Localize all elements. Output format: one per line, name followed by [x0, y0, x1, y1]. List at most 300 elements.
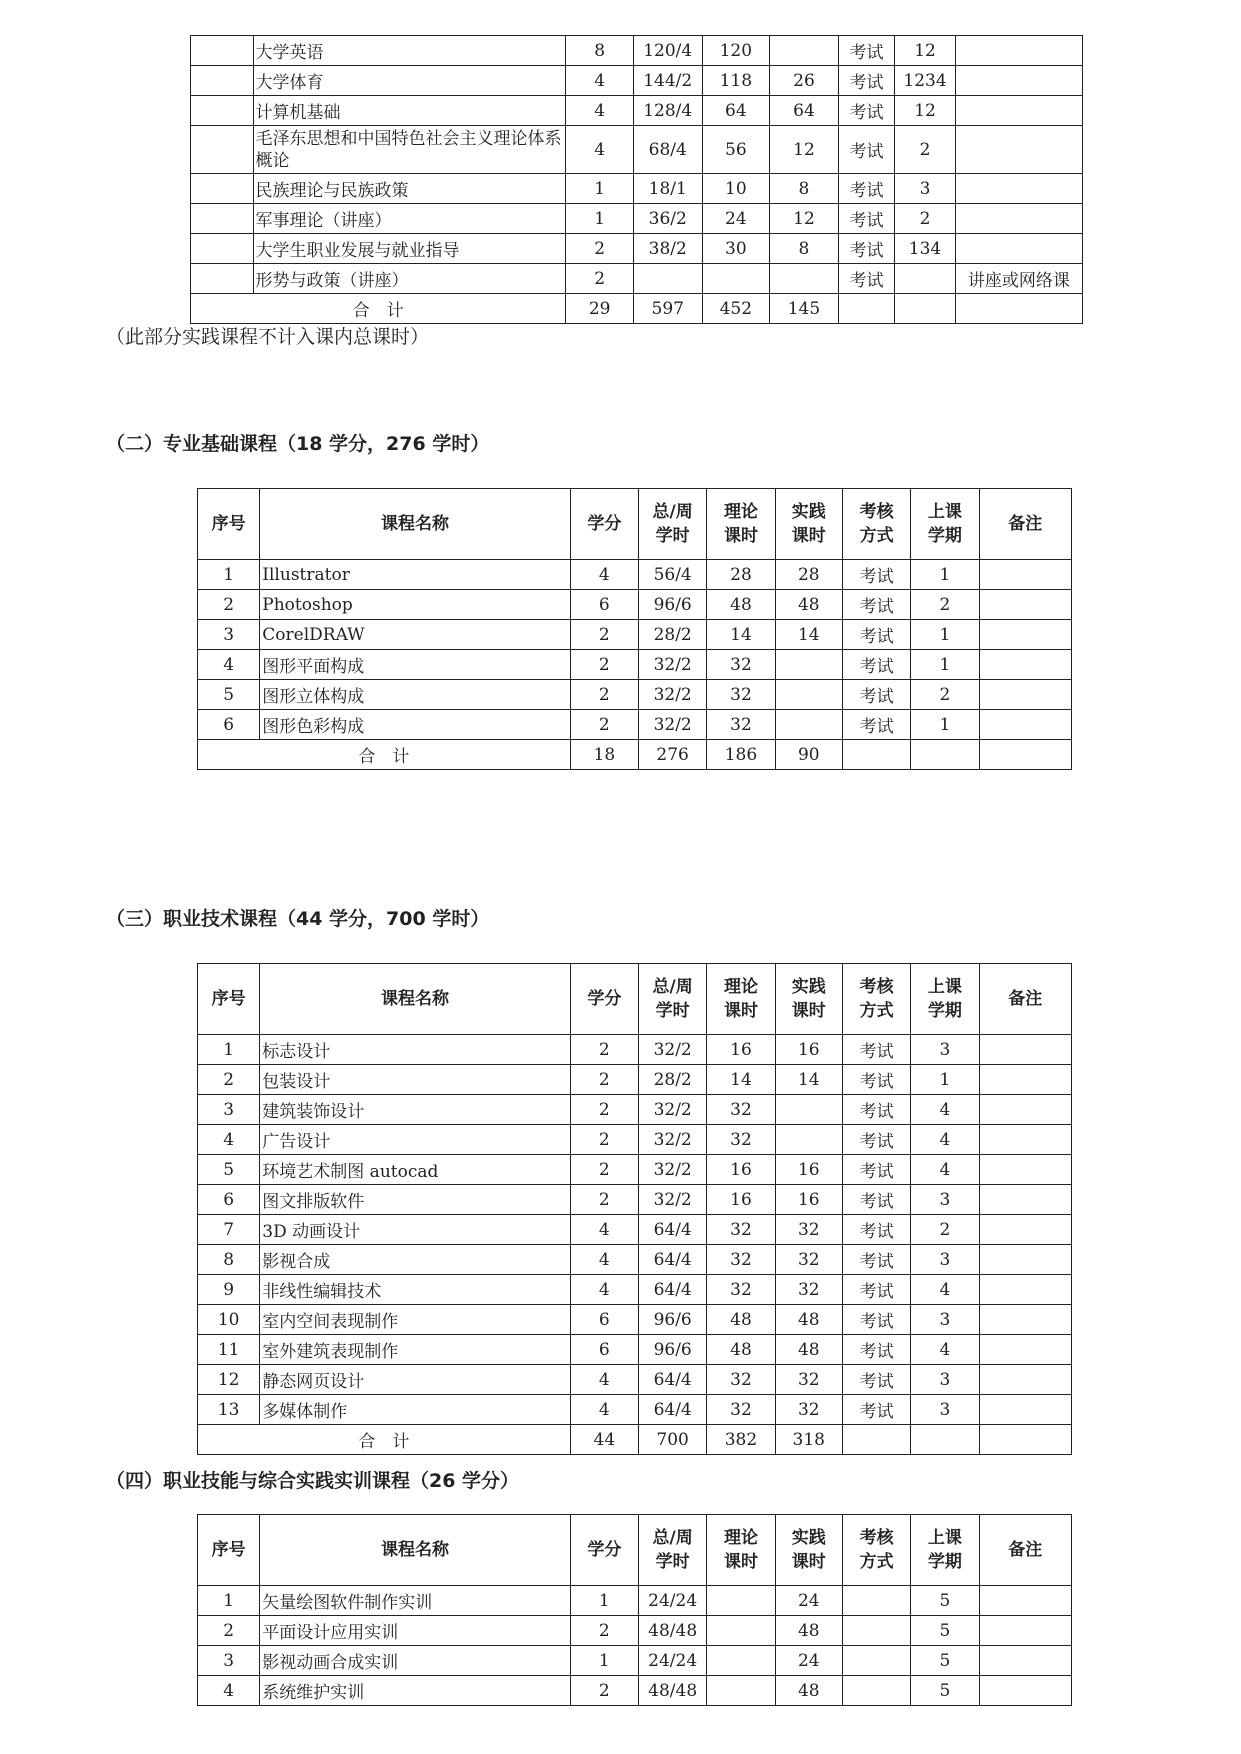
cell-credit: 2 — [570, 1125, 638, 1155]
cell-note — [979, 1125, 1071, 1155]
cell-theory: 120 — [702, 36, 770, 66]
cell-theory: 32 — [707, 710, 775, 740]
cell-total: 32/2 — [639, 650, 707, 680]
cell-total: 18/1 — [633, 174, 702, 204]
cell-term: 1 — [911, 650, 979, 680]
cell-note — [979, 1095, 1071, 1125]
cell-practice: 48 — [775, 590, 842, 620]
header-no: 序号 — [198, 964, 260, 1035]
cell-term — [895, 264, 956, 294]
cell-note: 讲座或网络课 — [955, 264, 1082, 294]
header-name: 课程名称 — [260, 1515, 570, 1586]
cell-credit: 2 — [570, 1035, 638, 1065]
cell-note — [979, 680, 1071, 710]
cell-assess: 考试 — [842, 1215, 910, 1245]
cell-credit: 2 — [566, 234, 634, 264]
cell-total: 36/2 — [633, 204, 702, 234]
header-term: 上课 学期 — [911, 964, 979, 1035]
header-practice: 实践 课时 — [775, 489, 842, 560]
practice-note: （此部分实践课程不计入课内总课时） — [106, 326, 430, 348]
cell-practice: 8 — [770, 174, 839, 204]
cell-name: 图形立体构成 — [260, 680, 570, 710]
total-empty-cell — [838, 294, 895, 324]
cell-term: 4 — [911, 1335, 979, 1365]
cell-term: 3 — [911, 1395, 979, 1425]
cell-theory — [707, 1676, 775, 1706]
header-no: 序号 — [198, 1515, 260, 1586]
cell-practice: 12 — [770, 126, 839, 174]
total-total: 700 — [639, 1425, 707, 1455]
section-4-rows — [198, 1586, 1072, 1706]
cell-practice: 8 — [770, 234, 839, 264]
cell-name: 军事理论（讲座） — [253, 204, 566, 234]
cell-credit: 4 — [570, 1275, 638, 1305]
cell-total: 32/2 — [639, 710, 707, 740]
cell-practice: 14 — [775, 1065, 842, 1095]
cell-practice — [770, 36, 839, 66]
cell-assess: 考试 — [842, 1185, 910, 1215]
table-row — [198, 650, 1072, 680]
cell-note — [955, 204, 1082, 234]
cell-theory: 16 — [707, 1155, 775, 1185]
total-credit: 18 — [570, 740, 638, 770]
cell-total: 64/4 — [639, 1275, 707, 1305]
total-empty-cell — [895, 294, 956, 324]
cell-total: 28/2 — [639, 620, 707, 650]
table-row — [198, 1305, 1072, 1335]
cell-practice: 16 — [775, 1185, 842, 1215]
cell-name: 影视动画合成实训 — [260, 1646, 570, 1676]
cell-total: 32/2 — [639, 1125, 707, 1155]
section-2-header — [198, 489, 1072, 560]
cell-note — [955, 36, 1082, 66]
table-row — [191, 96, 1083, 126]
section-2-title: （二）专业基础课程（18 学分，276 学时） — [106, 433, 490, 455]
cell-practice: 12 — [770, 204, 839, 234]
total-label: 合 计 — [198, 1425, 571, 1455]
public-course-table — [190, 35, 1083, 324]
cell-credit: 4 — [566, 126, 634, 174]
section-3-table — [197, 963, 1072, 1455]
table-row — [198, 1335, 1072, 1365]
cell-credit: 1 — [570, 1646, 638, 1676]
cell-theory: 32 — [707, 1245, 775, 1275]
cell-theory: 48 — [707, 1335, 775, 1365]
cell-theory: 32 — [707, 1125, 775, 1155]
cell-no — [191, 66, 254, 96]
table-row — [198, 1095, 1072, 1125]
cell-theory: 32 — [707, 1215, 775, 1245]
total-total: 597 — [633, 294, 702, 324]
cell-term: 5 — [911, 1616, 979, 1646]
table-row — [198, 1586, 1072, 1616]
cell-credit: 2 — [570, 1095, 638, 1125]
table-row — [198, 620, 1072, 650]
total-total: 276 — [639, 740, 707, 770]
cell-total: 120/4 — [633, 36, 702, 66]
table-row — [198, 590, 1072, 620]
cell-term: 4 — [911, 1155, 979, 1185]
table-row — [191, 174, 1083, 204]
cell-practice — [770, 264, 839, 294]
cell-no: 12 — [198, 1365, 260, 1395]
total-row — [198, 1425, 1072, 1455]
cell-total — [633, 264, 702, 294]
cell-name: 室外建筑表现制作 — [260, 1335, 570, 1365]
cell-theory: 32 — [707, 1095, 775, 1125]
cell-theory: 14 — [707, 620, 775, 650]
cell-name: 包装设计 — [260, 1065, 570, 1095]
cell-no — [191, 36, 254, 66]
cell-name: 图文排版软件 — [260, 1185, 570, 1215]
header-total: 总/周 学时 — [639, 964, 707, 1035]
cell-credit: 4 — [570, 1395, 638, 1425]
cell-note — [979, 1275, 1071, 1305]
cell-practice — [775, 680, 842, 710]
cell-practice: 32 — [775, 1245, 842, 1275]
cell-theory: 16 — [707, 1185, 775, 1215]
cell-practice: 32 — [775, 1275, 842, 1305]
table-row — [198, 1245, 1072, 1275]
total-theory: 382 — [707, 1425, 775, 1455]
cell-theory: 16 — [707, 1035, 775, 1065]
cell-assess: 考试 — [842, 1335, 910, 1365]
cell-assess: 考试 — [842, 1395, 910, 1425]
cell-theory: 48 — [707, 1305, 775, 1335]
cell-note — [979, 1305, 1071, 1335]
cell-term: 134 — [895, 234, 956, 264]
cell-note — [955, 234, 1082, 264]
cell-term: 1 — [911, 1065, 979, 1095]
cell-note — [979, 1155, 1071, 1185]
cell-name: 毛泽东思想和中国特色社会主义理论体系概论 — [253, 126, 566, 174]
header-theory: 理论 课时 — [707, 489, 775, 560]
table-row — [191, 234, 1083, 264]
cell-practice — [775, 650, 842, 680]
cell-total: 64/4 — [639, 1215, 707, 1245]
cell-name: 静态网页设计 — [260, 1365, 570, 1395]
cell-assess: 考试 — [838, 36, 895, 66]
cell-assess: 考试 — [842, 1305, 910, 1335]
cell-assess — [842, 1646, 910, 1676]
cell-practice: 26 — [770, 66, 839, 96]
cell-assess: 考试 — [838, 66, 895, 96]
cell-total: 38/2 — [633, 234, 702, 264]
header-assess: 考核 方式 — [842, 489, 910, 560]
cell-term: 5 — [911, 1646, 979, 1676]
cell-no: 4 — [198, 1676, 260, 1706]
cell-total: 128/4 — [633, 96, 702, 126]
cell-total: 144/2 — [633, 66, 702, 96]
cell-total: 68/4 — [633, 126, 702, 174]
cell-assess: 考试 — [842, 1275, 910, 1305]
cell-name: 大学生职业发展与就业指导 — [253, 234, 566, 264]
cell-no — [191, 204, 254, 234]
cell-assess: 考试 — [842, 1035, 910, 1065]
cell-term: 12 — [895, 36, 956, 66]
table-row — [191, 36, 1083, 66]
cell-note — [955, 174, 1082, 204]
cell-name: 广告设计 — [260, 1125, 570, 1155]
cell-assess: 考试 — [842, 650, 910, 680]
cell-no: 13 — [198, 1395, 260, 1425]
cell-assess: 考试 — [842, 620, 910, 650]
cell-practice: 24 — [775, 1586, 842, 1616]
cell-theory — [707, 1646, 775, 1676]
cell-term: 3 — [911, 1245, 979, 1275]
cell-name: 平面设计应用实训 — [260, 1616, 570, 1646]
cell-note — [979, 620, 1071, 650]
header-total: 总/周 学时 — [639, 1515, 707, 1586]
cell-name: 3D 动画设计 — [260, 1215, 570, 1245]
cell-no: 4 — [198, 1125, 260, 1155]
cell-assess: 考试 — [838, 96, 895, 126]
cell-assess: 考试 — [842, 1125, 910, 1155]
cell-practice: 48 — [775, 1616, 842, 1646]
cell-total: 24/24 — [639, 1646, 707, 1676]
cell-no: 8 — [198, 1245, 260, 1275]
cell-note — [979, 1646, 1071, 1676]
cell-no: 2 — [198, 1616, 260, 1646]
cell-no: 3 — [198, 1095, 260, 1125]
cell-name: Photoshop — [260, 590, 570, 620]
total-credit: 29 — [566, 294, 634, 324]
cell-theory: 118 — [702, 66, 770, 96]
header-theory: 理论 课时 — [707, 1515, 775, 1586]
cell-note — [955, 96, 1082, 126]
cell-term: 1 — [911, 560, 979, 590]
cell-assess: 考试 — [842, 1365, 910, 1395]
cell-term: 5 — [911, 1676, 979, 1706]
table-row — [191, 126, 1083, 174]
cell-note — [979, 1616, 1071, 1646]
cell-no: 7 — [198, 1215, 260, 1245]
cell-theory: 64 — [702, 96, 770, 126]
cell-term: 3 — [911, 1185, 979, 1215]
cell-name: 形势与政策（讲座） — [253, 264, 566, 294]
cell-assess: 考试 — [838, 126, 895, 174]
cell-name: 计算机基础 — [253, 96, 566, 126]
table-row — [198, 1185, 1072, 1215]
cell-term: 2 — [895, 126, 956, 174]
cell-no: 4 — [198, 650, 260, 680]
cell-practice: 32 — [775, 1395, 842, 1425]
cell-theory: 24 — [702, 204, 770, 234]
cell-practice — [775, 1095, 842, 1125]
table-row — [198, 560, 1072, 590]
cell-name: CorelDRAW — [260, 620, 570, 650]
cell-term: 4 — [911, 1275, 979, 1305]
cell-term: 12 — [895, 96, 956, 126]
section-4-table — [197, 1514, 1072, 1706]
cell-credit: 1 — [570, 1586, 638, 1616]
cell-total: 32/2 — [639, 680, 707, 710]
table-row — [198, 1065, 1072, 1095]
cell-name: 标志设计 — [260, 1035, 570, 1065]
cell-credit: 2 — [570, 710, 638, 740]
header-credit: 学分 — [570, 964, 638, 1035]
cell-theory: 32 — [707, 650, 775, 680]
cell-theory — [702, 264, 770, 294]
cell-credit: 2 — [570, 680, 638, 710]
cell-theory: 10 — [702, 174, 770, 204]
cell-assess: 考试 — [842, 710, 910, 740]
header-term: 上课 学期 — [911, 489, 979, 560]
total-theory: 186 — [707, 740, 775, 770]
cell-no: 5 — [198, 1155, 260, 1185]
cell-practice: 28 — [775, 560, 842, 590]
cell-name: 图形平面构成 — [260, 650, 570, 680]
cell-theory: 48 — [707, 590, 775, 620]
table-row — [198, 1676, 1072, 1706]
total-credit: 44 — [570, 1425, 638, 1455]
cell-total: 24/24 — [639, 1586, 707, 1616]
section-3-title: （三）职业技术课程（44 学分，700 学时） — [106, 908, 490, 930]
header-note: 备注 — [979, 489, 1071, 560]
cell-note — [979, 1245, 1071, 1275]
cell-credit: 6 — [570, 590, 638, 620]
cell-name: 影视合成 — [260, 1245, 570, 1275]
header-total: 总/周 学时 — [639, 489, 707, 560]
cell-no: 1 — [198, 1035, 260, 1065]
cell-practice: 16 — [775, 1035, 842, 1065]
cell-practice: 48 — [775, 1335, 842, 1365]
cell-assess — [842, 1616, 910, 1646]
cell-note — [979, 1365, 1071, 1395]
cell-credit: 2 — [570, 1676, 638, 1706]
cell-theory: 32 — [707, 1275, 775, 1305]
section-4-title: （四）职业技能与综合实践实训课程（26 学分） — [106, 1470, 520, 1492]
header-assess: 考核 方式 — [842, 964, 910, 1035]
table-row — [191, 264, 1083, 294]
cell-practice: 16 — [775, 1155, 842, 1185]
cell-note — [955, 126, 1082, 174]
cell-assess — [842, 1676, 910, 1706]
cell-no: 6 — [198, 1185, 260, 1215]
cell-name: 建筑装饰设计 — [260, 1095, 570, 1125]
header-practice: 实践 课时 — [775, 1515, 842, 1586]
cell-total: 96/6 — [639, 590, 707, 620]
cell-practice: 14 — [775, 620, 842, 650]
cell-credit: 4 — [570, 1215, 638, 1245]
cell-theory: 56 — [702, 126, 770, 174]
cell-note — [979, 1676, 1071, 1706]
total-practice: 318 — [775, 1425, 842, 1455]
cell-assess: 考试 — [838, 234, 895, 264]
cell-note — [979, 1335, 1071, 1365]
cell-credit: 4 — [570, 1365, 638, 1395]
cell-assess — [842, 1586, 910, 1616]
cell-credit: 2 — [570, 1155, 638, 1185]
cell-name: Illustrator — [260, 560, 570, 590]
cell-credit: 1 — [566, 174, 634, 204]
cell-credit: 8 — [566, 36, 634, 66]
cell-assess: 考试 — [842, 1065, 910, 1095]
header-name: 课程名称 — [260, 489, 570, 560]
cell-total: 48/48 — [639, 1676, 707, 1706]
cell-total: 64/4 — [639, 1245, 707, 1275]
cell-term: 4 — [911, 1095, 979, 1125]
table-row — [198, 1125, 1072, 1155]
cell-term: 3 — [895, 174, 956, 204]
cell-note — [979, 1215, 1071, 1245]
cell-assess: 考试 — [838, 264, 895, 294]
header-assess: 考核 方式 — [842, 1515, 910, 1586]
table-row — [191, 204, 1083, 234]
table-row — [198, 1155, 1072, 1185]
header-name: 课程名称 — [260, 964, 570, 1035]
total-empty-cell — [979, 740, 1071, 770]
table-row — [198, 1215, 1072, 1245]
cell-assess: 考试 — [842, 560, 910, 590]
cell-credit: 1 — [566, 204, 634, 234]
header-theory: 理论 课时 — [707, 964, 775, 1035]
cell-credit: 4 — [570, 1245, 638, 1275]
total-theory: 452 — [702, 294, 770, 324]
table-row — [198, 1395, 1072, 1425]
cell-theory: 32 — [707, 1365, 775, 1395]
header-no: 序号 — [198, 489, 260, 560]
cell-theory: 32 — [707, 1395, 775, 1425]
cell-note — [979, 1395, 1071, 1425]
cell-name: 大学体育 — [253, 66, 566, 96]
cell-total: 48/48 — [639, 1616, 707, 1646]
cell-no: 3 — [198, 1646, 260, 1676]
cell-assess: 考试 — [842, 590, 910, 620]
cell-no: 9 — [198, 1275, 260, 1305]
total-practice: 90 — [775, 740, 842, 770]
cell-no — [191, 96, 254, 126]
table-row — [198, 1646, 1072, 1676]
header-credit: 学分 — [570, 1515, 638, 1586]
cell-name: 民族理论与民族政策 — [253, 174, 566, 204]
cell-term: 2 — [911, 1215, 979, 1245]
cell-assess: 考试 — [842, 680, 910, 710]
cell-note — [979, 650, 1071, 680]
cell-no: 2 — [198, 590, 260, 620]
table-row — [198, 1365, 1072, 1395]
cell-name: 多媒体制作 — [260, 1395, 570, 1425]
section-4-header — [198, 1515, 1072, 1586]
total-empty-cell — [911, 1425, 979, 1455]
cell-theory — [707, 1586, 775, 1616]
cell-no: 2 — [198, 1065, 260, 1095]
cell-term: 3 — [911, 1365, 979, 1395]
cell-name: 系统维护实训 — [260, 1676, 570, 1706]
cell-name: 非线性编辑技术 — [260, 1275, 570, 1305]
cell-no: 6 — [198, 710, 260, 740]
section-2-rows — [198, 560, 1072, 770]
cell-name: 室内空间表现制作 — [260, 1305, 570, 1335]
cell-note — [979, 560, 1071, 590]
cell-total: 64/4 — [639, 1365, 707, 1395]
cell-term: 5 — [911, 1586, 979, 1616]
cell-theory — [707, 1616, 775, 1646]
cell-assess: 考试 — [838, 174, 895, 204]
cell-no: 1 — [198, 560, 260, 590]
cell-term: 1234 — [895, 66, 956, 96]
cell-credit: 6 — [570, 1335, 638, 1365]
cell-practice: 48 — [775, 1676, 842, 1706]
header-term: 上课 学期 — [911, 1515, 979, 1586]
section-3-header — [198, 964, 1072, 1035]
cell-note — [979, 1586, 1071, 1616]
cell-credit: 6 — [570, 1305, 638, 1335]
cell-assess: 考试 — [838, 204, 895, 234]
cell-theory: 32 — [707, 680, 775, 710]
cell-practice — [775, 1125, 842, 1155]
total-row — [198, 740, 1072, 770]
